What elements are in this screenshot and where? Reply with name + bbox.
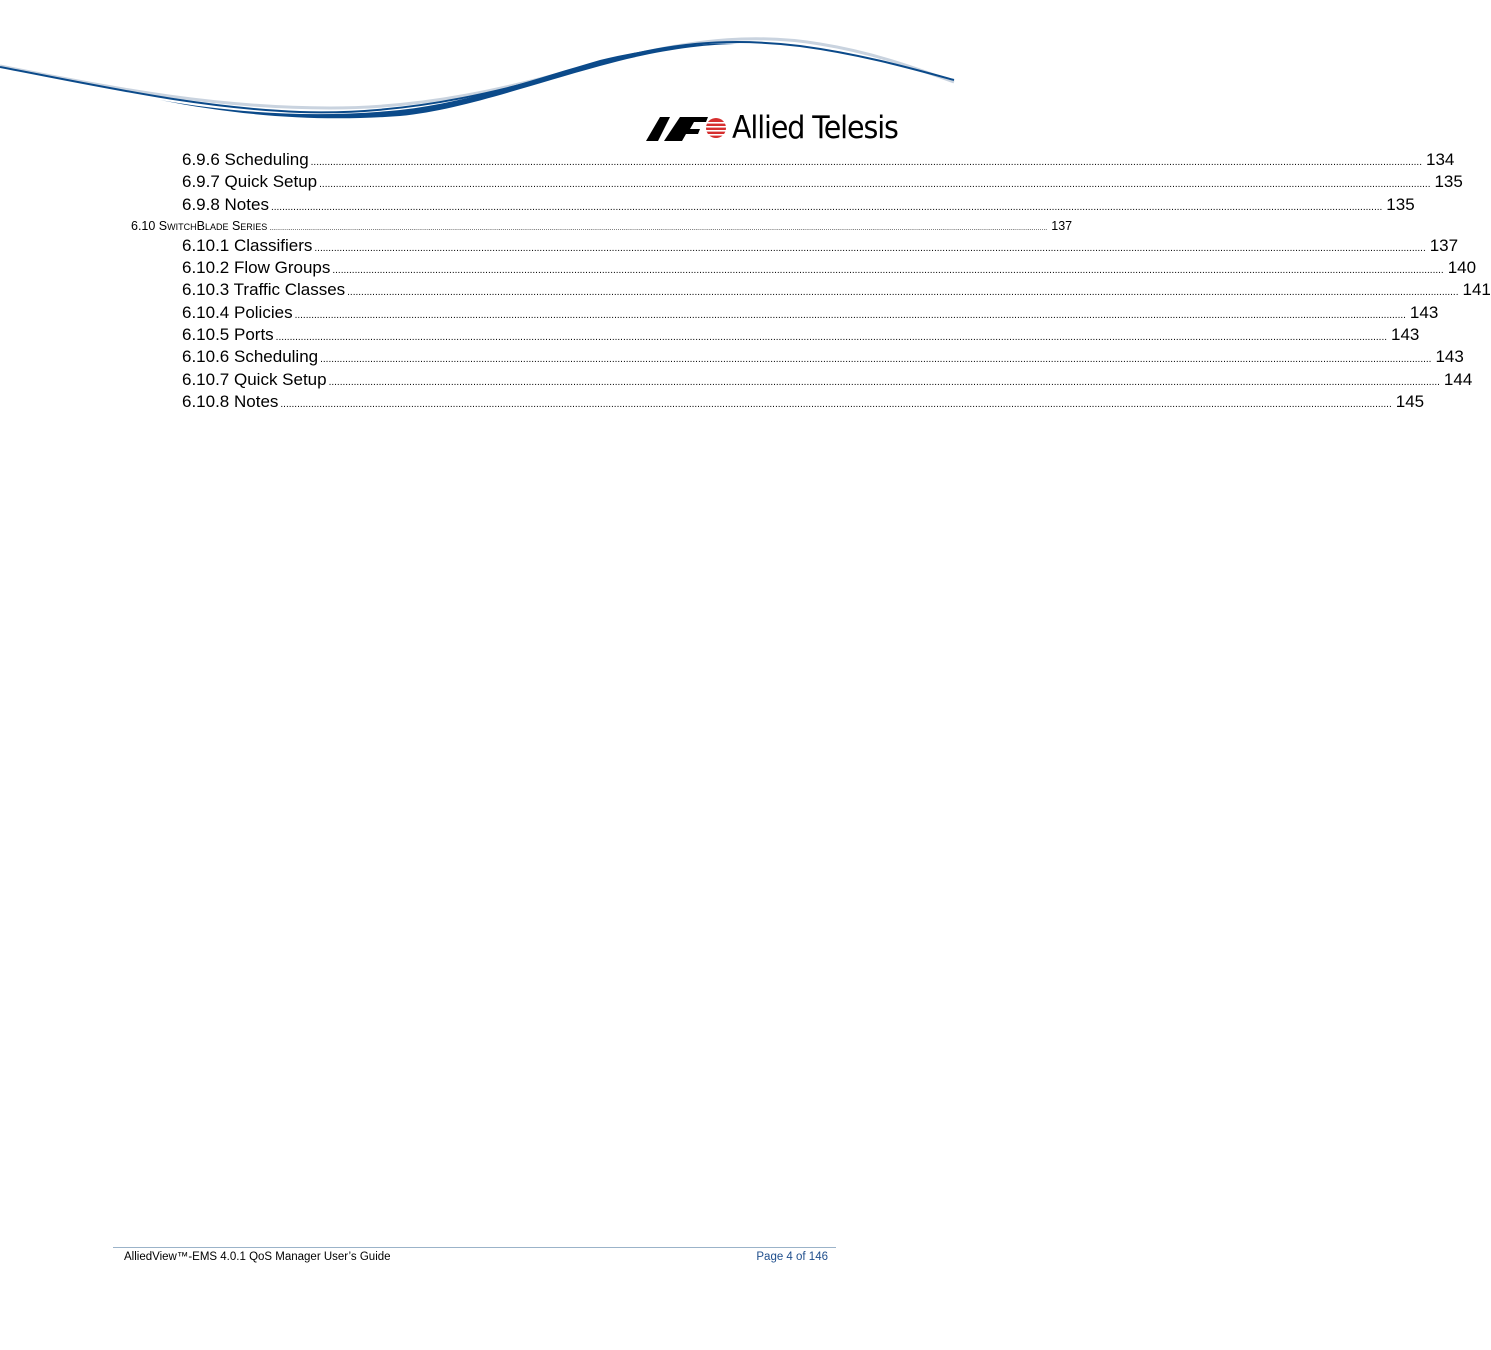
toc-dot-leader: ................................................................................................................................................................................................................................................................................................................................................................................................................ [269, 225, 1048, 232]
toc-entry[interactable] [182, 150, 1455, 172]
allied-telesis-logo [646, 108, 912, 148]
toc-entry[interactable] [182, 392, 1425, 414]
toc-entry[interactable] [182, 303, 1439, 325]
toc-entry[interactable] [182, 370, 1473, 392]
toc-entry-title: 6.10.7 Quick Setup [182, 370, 327, 389]
toc-entry-title: 6.10.4 Policies [182, 303, 293, 322]
toc-entry[interactable] [182, 258, 1477, 280]
toc-dot-leader: ................................................................................................................................................................................................................................................................................................................................................................................................................ [332, 265, 1444, 276]
toc-entry-title: 6.9.8 Notes [182, 195, 269, 214]
toc-entry[interactable] [182, 325, 1420, 347]
toc-entry-page: 140 [1447, 258, 1477, 277]
toc-entry[interactable] [182, 236, 1459, 258]
toc-entry-title: 6.10.3 Traffic Classes [182, 280, 346, 299]
toc-entry-page: 137 [1429, 236, 1459, 255]
toc-entry-title: 6.10.2 Flow Groups [182, 258, 331, 277]
toc-entry-title: 6.10.5 Ports [182, 325, 274, 344]
toc-dot-leader: ................................................................................................................................................................................................................................................................................................................................................................................................................ [314, 243, 1426, 254]
toc-entry-title: 6.9.6 Scheduling [182, 150, 309, 169]
toc-entry-page: 145 [1395, 392, 1425, 411]
toc-dot-leader: ................................................................................................................................................................................................................................................................................................................................................................................................................ [320, 354, 1432, 365]
toc-entry-page: 144 [1443, 370, 1473, 389]
allied-telesis-logo-icon [646, 113, 728, 143]
toc-entry-title: 6.10.6 Scheduling [182, 347, 319, 366]
toc-dot-leader: ................................................................................................................................................................................................................................................................................................................................................................................................................ [280, 399, 1392, 410]
logo-wordmark: Allied Telesis [732, 110, 898, 146]
toc-entry-page: 135 [1434, 172, 1463, 191]
toc-entry-title: 6.10.8 Notes [182, 392, 279, 411]
toc-dot-leader: ................................................................................................................................................................................................................................................................................................................................................................................................................ [275, 332, 1387, 343]
toc-entry-page: 143 [1435, 347, 1464, 366]
toc-entry-page: 143 [1409, 303, 1439, 322]
footer-rule [113, 1247, 836, 1248]
toc-entry-page: 135 [1386, 195, 1415, 214]
toc-entry-page: 137 [1051, 219, 1073, 233]
toc-dot-leader: ................................................................................................................................................................................................................................................................................................................................................................................................................ [328, 377, 1440, 388]
toc-entry[interactable] [182, 347, 1464, 369]
toc-entry[interactable] [182, 172, 1463, 194]
toc-entry[interactable] [182, 195, 1415, 217]
footer-page-number: Page 4 of 146 [756, 1251, 828, 1263]
toc-entry-page: 134 [1425, 150, 1455, 169]
toc-entry-title: 6.9.7 Quick Setup [182, 172, 318, 191]
toc-entry[interactable] [131, 219, 1073, 235]
toc-dot-leader: ................................................................................................................................................................................................................................................................................................................................................................................................................ [270, 202, 1383, 213]
toc-dot-leader: ................................................................................................................................................................................................................................................................................................................................................................................................................ [310, 157, 1422, 168]
toc-entry-page: 143 [1391, 325, 1420, 344]
footer-doc-title: AlliedView™-EMS 4.0.1 QoS Manager User’s Guide [124, 1251, 391, 1263]
toc-entry-title: 6.10.1 Classifiers [182, 236, 313, 255]
toc-dot-leader: ................................................................................................................................................................................................................................................................................................................................................................................................................ [347, 287, 1459, 298]
toc-dot-leader: ................................................................................................................................................................................................................................................................................................................................................................................................................ [319, 179, 1431, 190]
toc-entry-title: 6.10 SwitchBlade Series [131, 219, 268, 233]
toc-dot-leader: ................................................................................................................................................................................................................................................................................................................................................................................................................ [294, 310, 1406, 321]
toc-entry-page: 141 [1462, 280, 1491, 299]
toc-entry[interactable] [182, 280, 1491, 302]
